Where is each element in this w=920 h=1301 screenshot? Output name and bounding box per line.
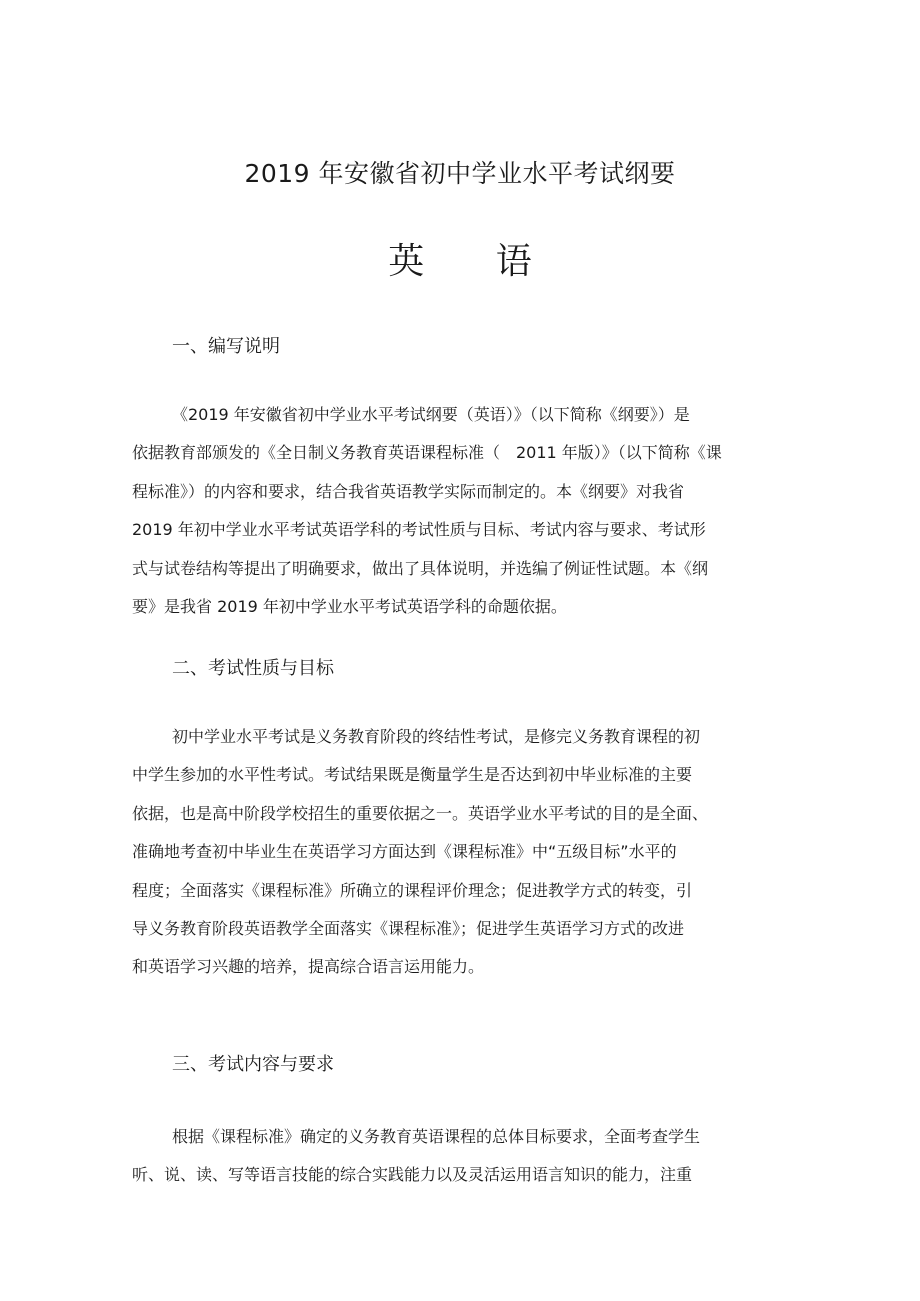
paragraph-line: 准确地考查初中毕业生在英语学习方面达到《课程标准》中“五级目标”水平的 — [132, 842, 677, 862]
section-heading-3: 三、考试内容与要求 — [172, 1054, 334, 1075]
paragraph-line: 2019 年初中学业水平考试英语学科的考试性质与目标、考试内容与要求、考试形 — [132, 520, 706, 540]
subject-title: 英 语 — [388, 241, 562, 282]
paragraph-line: 听、说、读、写等语言技能的综合实践能力以及灵活运用语言知识的能力，注重 — [132, 1165, 693, 1185]
paragraph-line: 根据《课程标准》确定的义务教育英语课程的总体目标要求，全面考查学生 — [172, 1127, 701, 1146]
paragraph-line: 依据，也是高中阶段学校招生的重要依据之一。英语学业水平考试的目的是全面、 — [132, 803, 709, 823]
paragraph-line: 要》是我省 2019 年初中学业水平考试英语学科的命题依据。 — [132, 596, 567, 616]
paragraph-line: 式与试卷结构等提出了明确要求，做出了具体说明，并选编了例证性试题。本《纲 — [132, 558, 709, 578]
paragraph-line: 中学生参加的水平性考试。考试结果既是衡量学生是否达到初中毕业标准的主要 — [132, 765, 693, 785]
section-1-paragraph — [132, 396, 792, 626]
paragraph-line: 依据教育部颁发的《全日制义务教育英语课程标准（ 2011 年版）》（以下简称《课 — [132, 443, 722, 463]
paragraph-line: 和英语学习兴趣的培养，提高综合语言运用能力。 — [132, 957, 485, 977]
paragraph-line: 导义务教育阶段英语教学全面落实《课程标准》；促进学生英语学习方式的改进 — [132, 918, 685, 938]
paragraph-line: 程标准》）的内容和要求，结合我省英语教学实际而制定的。本《纲要》对我省 — [132, 481, 685, 501]
paragraph-line: 《2019 年安徽省初中学业水平考试纲要（英语）》（以下简称《纲要》）是 — [172, 405, 690, 424]
section-heading-1: 一、编写说明 — [172, 336, 280, 357]
section-2-paragraph — [132, 718, 792, 987]
paragraph-line: 初中学业水平考试是义务教育阶段的终结性考试，是修完义务教育课程的初 — [172, 727, 701, 746]
document-title: 2019 年安徽省初中学业水平考试纲要 — [244, 159, 676, 188]
section-heading-2: 二、考试性质与目标 — [172, 658, 334, 679]
section-3-paragraph — [132, 1118, 792, 1195]
paragraph-line: 程度；全面落实《课程标准》所确立的课程评价理念；促进教学方式的转变，引 — [132, 880, 693, 900]
